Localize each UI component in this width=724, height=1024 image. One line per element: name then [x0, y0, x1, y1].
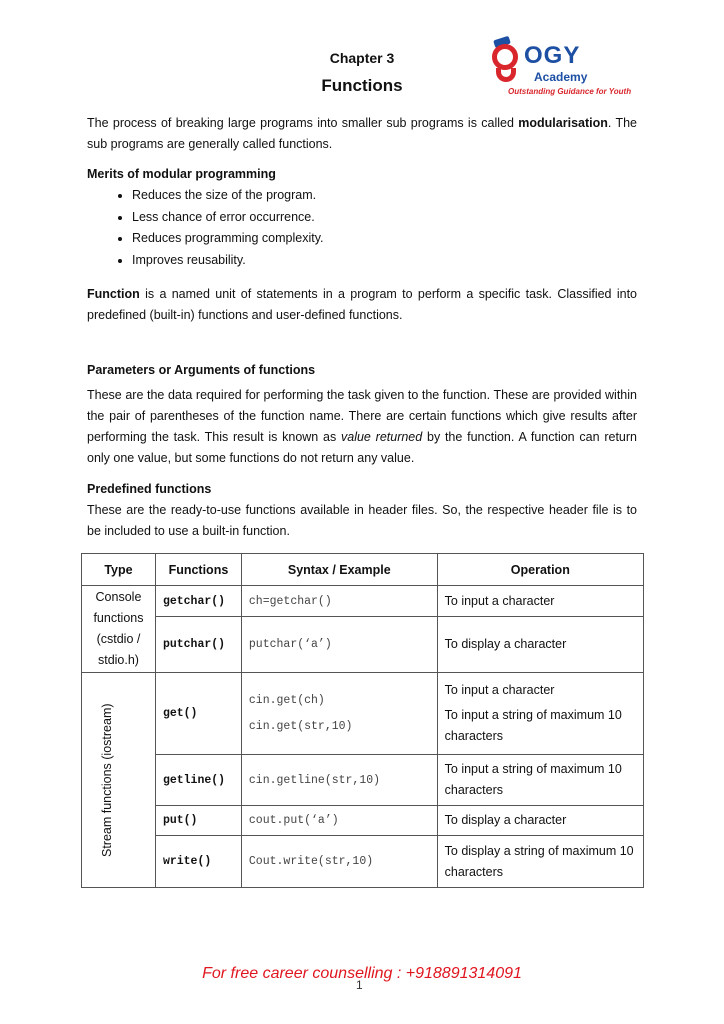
- page-title: Functions: [321, 76, 403, 95]
- operation: To input a character: [437, 586, 643, 617]
- syntax-example-2: cin.get(str,10): [248, 719, 353, 733]
- syntax-example: Cout.write(str,10): [241, 836, 437, 888]
- list-item: • Improves reusability.: [132, 250, 324, 272]
- function-definition: Function is a named unit of statements in a program to perform a specific task. Classified into predefined (built-in) functions and user-defined functions.: [87, 287, 637, 322]
- function-name: get(): [155, 673, 241, 755]
- operation: [437, 673, 643, 755]
- list-item: • Less chance of error occurrence.: [132, 207, 324, 229]
- function-name: putchar(): [155, 617, 241, 673]
- function-name: getline(): [155, 755, 241, 806]
- list-item: • Reduces programming complexity.: [132, 228, 324, 250]
- syntax-example: cout.put(‘a’): [241, 806, 437, 836]
- table-row: [82, 836, 644, 888]
- header-type: Type: [82, 554, 156, 586]
- syntax-example: ch=getchar(): [241, 586, 437, 617]
- table-row: [82, 755, 644, 806]
- operation: To input a string of maximum 10 characters: [437, 755, 643, 806]
- operation: To display a string of maximum 10 characters: [437, 836, 643, 888]
- operation-1: To input a character: [444, 683, 555, 697]
- logo-brand: OGY: [524, 42, 581, 69]
- merits-list: [92, 185, 324, 271]
- table-row: [82, 586, 644, 617]
- header-functions: Functions: [155, 554, 241, 586]
- list-item: • Reduces the size of the program.: [132, 185, 324, 207]
- stream-type-label: Stream functions (iostream): [100, 703, 115, 857]
- logo-g-tail: [496, 68, 516, 82]
- footer-counselling: For free career counselling : +918891314091: [202, 965, 522, 982]
- parameters-paragraph: These are the data required for performing the task given to the function. These are provided within the pair of parentheses of the function name. There are certain functions which give results after performing the task. This result is known as value returned by the function. A function can return only one value, but some functions do not return any value.: [87, 388, 637, 465]
- operation: To display a character: [437, 806, 643, 836]
- syntax-example: [241, 673, 437, 755]
- table-row: [82, 617, 644, 673]
- header-syntax: Syntax / Example: [241, 554, 437, 586]
- table-row: [82, 806, 644, 836]
- parameters-heading: Parameters or Arguments of functions: [87, 363, 316, 377]
- syntax-example: cin.getline(str,10): [241, 755, 437, 806]
- term-modularisation: modularisation: [518, 116, 608, 130]
- console-type-cell: Console functions (cstdio / stdio.h): [82, 586, 156, 673]
- header-operation: Operation: [437, 554, 643, 586]
- function-name: getchar(): [155, 586, 241, 617]
- logo-tagline: Outstanding Guidance for Youth: [508, 87, 632, 96]
- logo-academy: Academy: [534, 70, 588, 84]
- syntax-example: putchar(‘a’): [241, 617, 437, 673]
- table-header-row: [82, 554, 644, 586]
- function-name: write(): [155, 836, 241, 888]
- table-row: [82, 673, 644, 755]
- logo-g-mark: [492, 44, 518, 70]
- predefined-heading: Predefined functions: [87, 482, 212, 496]
- merits-heading: Merits of modular programming: [87, 167, 276, 181]
- stream-type-cell: [82, 673, 156, 888]
- ogy-academy-logo: [490, 38, 632, 102]
- chapter-label: Chapter 3: [329, 50, 395, 66]
- term-value-returned: value returned: [341, 430, 423, 444]
- operation: To display a character: [437, 617, 643, 673]
- functions-table: [81, 553, 644, 888]
- syntax-example-1: cin.get(ch): [248, 693, 325, 707]
- operation-2: To input a string of maximum 10 characters: [444, 708, 622, 743]
- page-number: 1: [356, 978, 363, 992]
- function-name: put(): [155, 806, 241, 836]
- term-function: Function: [87, 287, 140, 301]
- intro-paragraph: The process of breaking large programs into smaller sub programs is called modularisation. The sub programs are generally called functions.: [87, 116, 637, 151]
- predefined-paragraph: These are the ready-to-use functions available in header files. So, the respective header file is to be included to use a built-in function.: [87, 503, 637, 538]
